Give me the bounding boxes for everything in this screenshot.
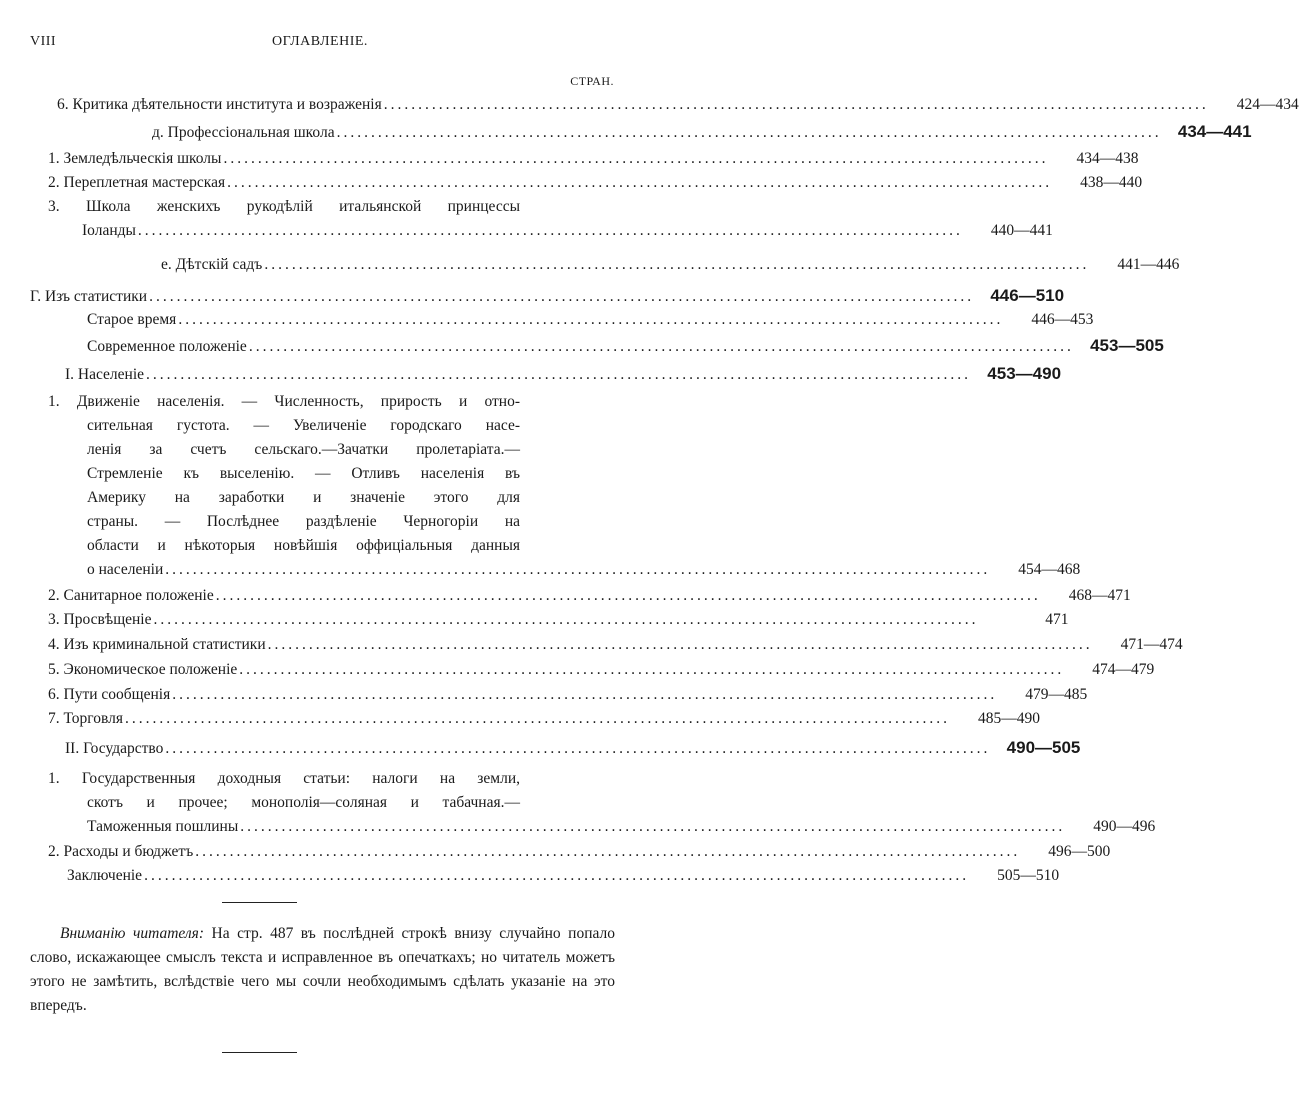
toc-entry-title: Г. Изъ статистики (30, 288, 148, 305)
toc-entry-pages: 471—474 (1120, 636, 1183, 653)
toc-entry (48, 636, 1183, 658)
toc-entry-title: 3. Школа женскихъ рукодѣлій итальянской принцессы (48, 198, 520, 215)
dot-leader: ........................................................................................................................ (240, 818, 1066, 835)
toc-entry-pages: 479—485 (1025, 686, 1088, 703)
dot-leader: ........................................................................................................................ (153, 611, 979, 628)
toc-entry (48, 174, 1143, 196)
toc-entry-pages: 440—441 (990, 222, 1053, 239)
toc-entry-title: ленія за счетъ сельскаго.—Зачатки пролетаріата.— (87, 441, 520, 458)
dot-leader: ........................................................................................................................ (144, 867, 970, 884)
pages-column-label: СТРАН. (570, 74, 614, 88)
toc-entry (65, 738, 1081, 760)
toc-entry (48, 843, 1111, 865)
dot-leader: ........................................................................................................................ (149, 288, 975, 305)
dot-leader: ........................................................................................................................ (336, 124, 1162, 141)
toc-entry-pages: 424—434 (1236, 96, 1299, 113)
toc-entry-pages: 505—510 (997, 867, 1060, 884)
toc-entry (82, 222, 1053, 244)
toc-entry-pages: 496—500 (1048, 843, 1111, 860)
toc-entry-title: 3. Просвѣщеніе (48, 611, 152, 628)
toc-entry-title: 2. Расходы и бюджетъ (48, 843, 194, 860)
toc-entry (152, 122, 1252, 144)
toc-entry-title: 1. Земледѣльческія школы (48, 150, 222, 167)
toc-entry-title: 6. Критика дѣятельности института и возраженія (57, 96, 382, 113)
toc-entry-title: скотъ и прочее; монополія—соляная и табачная.— (87, 794, 520, 811)
toc-entry-title: I. Населеніе (65, 366, 145, 383)
toc-entry-line (48, 770, 520, 792)
note-lead: Вниманію читателя: (60, 925, 205, 942)
toc-entry-line (48, 393, 520, 415)
toc-entry-title: 5. Экономическое положеніе (48, 661, 238, 678)
toc-entry-pages: 485—490 (978, 710, 1041, 727)
toc-entry-title: 4. Изъ криминальной статистики (48, 636, 266, 653)
toc-entry (48, 611, 1069, 633)
toc-entry-title: Старое время (87, 311, 177, 328)
dot-leader: ........................................................................................................................ (223, 150, 1049, 167)
toc-entry-title: е. Дѣтскій садъ (161, 256, 263, 273)
page-number: VIII (30, 34, 57, 49)
divider (222, 902, 297, 903)
toc-entry (87, 311, 1094, 333)
toc-entry-pages: 453—505 (1090, 336, 1164, 355)
toc-entry-line (87, 465, 520, 487)
toc-entry-pages: 471 (1045, 611, 1069, 628)
toc-entry-line (87, 794, 520, 816)
toc-entry (67, 867, 1060, 889)
reader-note (30, 922, 615, 1018)
toc-entry-pages: 434—441 (1177, 122, 1252, 141)
toc-entry-title: области и нѣкоторыя новѣйшія оффиціальныя данныя (87, 537, 520, 554)
toc-entry-title: Іоланды (82, 222, 136, 239)
toc-entry-line (87, 441, 520, 463)
toc-entry (30, 286, 1065, 308)
toc-entry-pages: 468—471 (1068, 587, 1131, 604)
toc-entry-line (87, 513, 520, 535)
toc-entry-pages: 438—440 (1080, 174, 1143, 191)
toc-entry-line (87, 489, 520, 511)
toc-entry (57, 96, 1299, 118)
toc-entry (87, 336, 1164, 358)
toc-entry (48, 686, 1088, 708)
dot-leader: ........................................................................................................................ (195, 843, 1021, 860)
toc-entry-pages: 490—505 (1006, 738, 1081, 757)
toc-entry (48, 661, 1155, 683)
dot-leader: ........................................................................................................................ (172, 686, 998, 703)
toc-entry-pages: 441—446 (1117, 256, 1180, 273)
toc-entry-title: Заключеніе (67, 867, 143, 884)
toc-entry-line (48, 198, 520, 220)
toc-entry-title: Америку на заработки и значеніе этого для (87, 489, 520, 506)
toc-entry-pages: 434—438 (1076, 150, 1139, 167)
toc-entry-pages: 474—479 (1092, 661, 1155, 678)
toc-entry (87, 818, 1156, 840)
toc-entry-pages: 490—496 (1093, 818, 1156, 835)
toc-entry-title: II. Государство (65, 740, 164, 757)
toc-entry-title: д. Профессіональная школа (152, 124, 335, 141)
toc-entry-title: страны. — Послѣднее раздѣленіе Черногоріи на (87, 513, 520, 530)
toc-entry-pages: 446—510 (990, 286, 1065, 305)
dot-leader: ........................................................................................................................ (165, 740, 991, 757)
toc-entry-title: сительная густота. — Увеличеніе городскаго насе- (87, 417, 520, 434)
dot-leader: ........................................................................................................................ (165, 561, 991, 578)
toc-entry (161, 256, 1180, 278)
toc-entry-title: 1. Движеніе населенія. — Численность, прирость и отно- (48, 393, 520, 410)
toc-entry-line (87, 417, 520, 439)
dot-leader: ........................................................................................................................ (239, 661, 1065, 678)
divider (222, 1052, 297, 1053)
dot-leader: ........................................................................................................................ (215, 587, 1041, 604)
toc-entry-title: Современное положеніе (87, 338, 247, 355)
page-title: ОГЛАВЛЕНІЕ. (272, 34, 368, 49)
dot-leader: ........................................................................................................................ (227, 174, 1053, 191)
toc-entry-title: Стремленіе къ выселенію. — Отливъ населенія въ (87, 465, 520, 482)
dot-leader: ........................................................................................................................ (267, 636, 1093, 653)
toc-entry (48, 710, 1041, 732)
dot-leader: ........................................................................................................................ (137, 222, 963, 239)
dot-leader: ........................................................................................................................ (146, 366, 972, 383)
toc-entry-title: 1. Государственныя доходныя статьи: налоги на земли, (48, 770, 520, 787)
dot-leader: ........................................................................................................................ (178, 311, 1004, 328)
dot-leader: ........................................................................................................................ (264, 256, 1090, 273)
dot-leader: ........................................................................................................................ (383, 96, 1209, 113)
toc-entry-title: 2. Санитарное положеніе (48, 587, 214, 604)
toc-entry-title: 2. Переплетная мастерская (48, 174, 226, 191)
toc-entry-title: Таможенныя пошлины (87, 818, 239, 835)
toc-entry (87, 561, 1081, 583)
toc-entry (65, 364, 1062, 386)
dot-leader: ........................................................................................................................ (125, 710, 951, 727)
toc-entry-title: о населеніи (87, 561, 164, 578)
dot-leader: ........................................................................................................................ (248, 338, 1074, 355)
note-text: На стр. 487 въ послѣдней строкѣ внизу случайно попало слово, искажающее смыслъ текста и исправленное въ опечаткахъ; но читатель можетъ этого не замѣтить, вслѣдствіе чего мы сочли необходимымъ сдѣлать указаніе на это впередъ. (30, 925, 615, 1014)
toc-entry (48, 150, 1139, 172)
toc-entry (48, 587, 1131, 609)
toc-entry-pages: 453—490 (987, 364, 1062, 383)
toc-entry-pages: 446—453 (1031, 311, 1094, 328)
toc-entry-title: 6. Пути сообщенія (48, 686, 171, 703)
toc-entry-pages: 454—468 (1018, 561, 1081, 578)
toc-entry-line (87, 537, 520, 559)
toc-entry-title: 7. Торговля (48, 710, 124, 727)
